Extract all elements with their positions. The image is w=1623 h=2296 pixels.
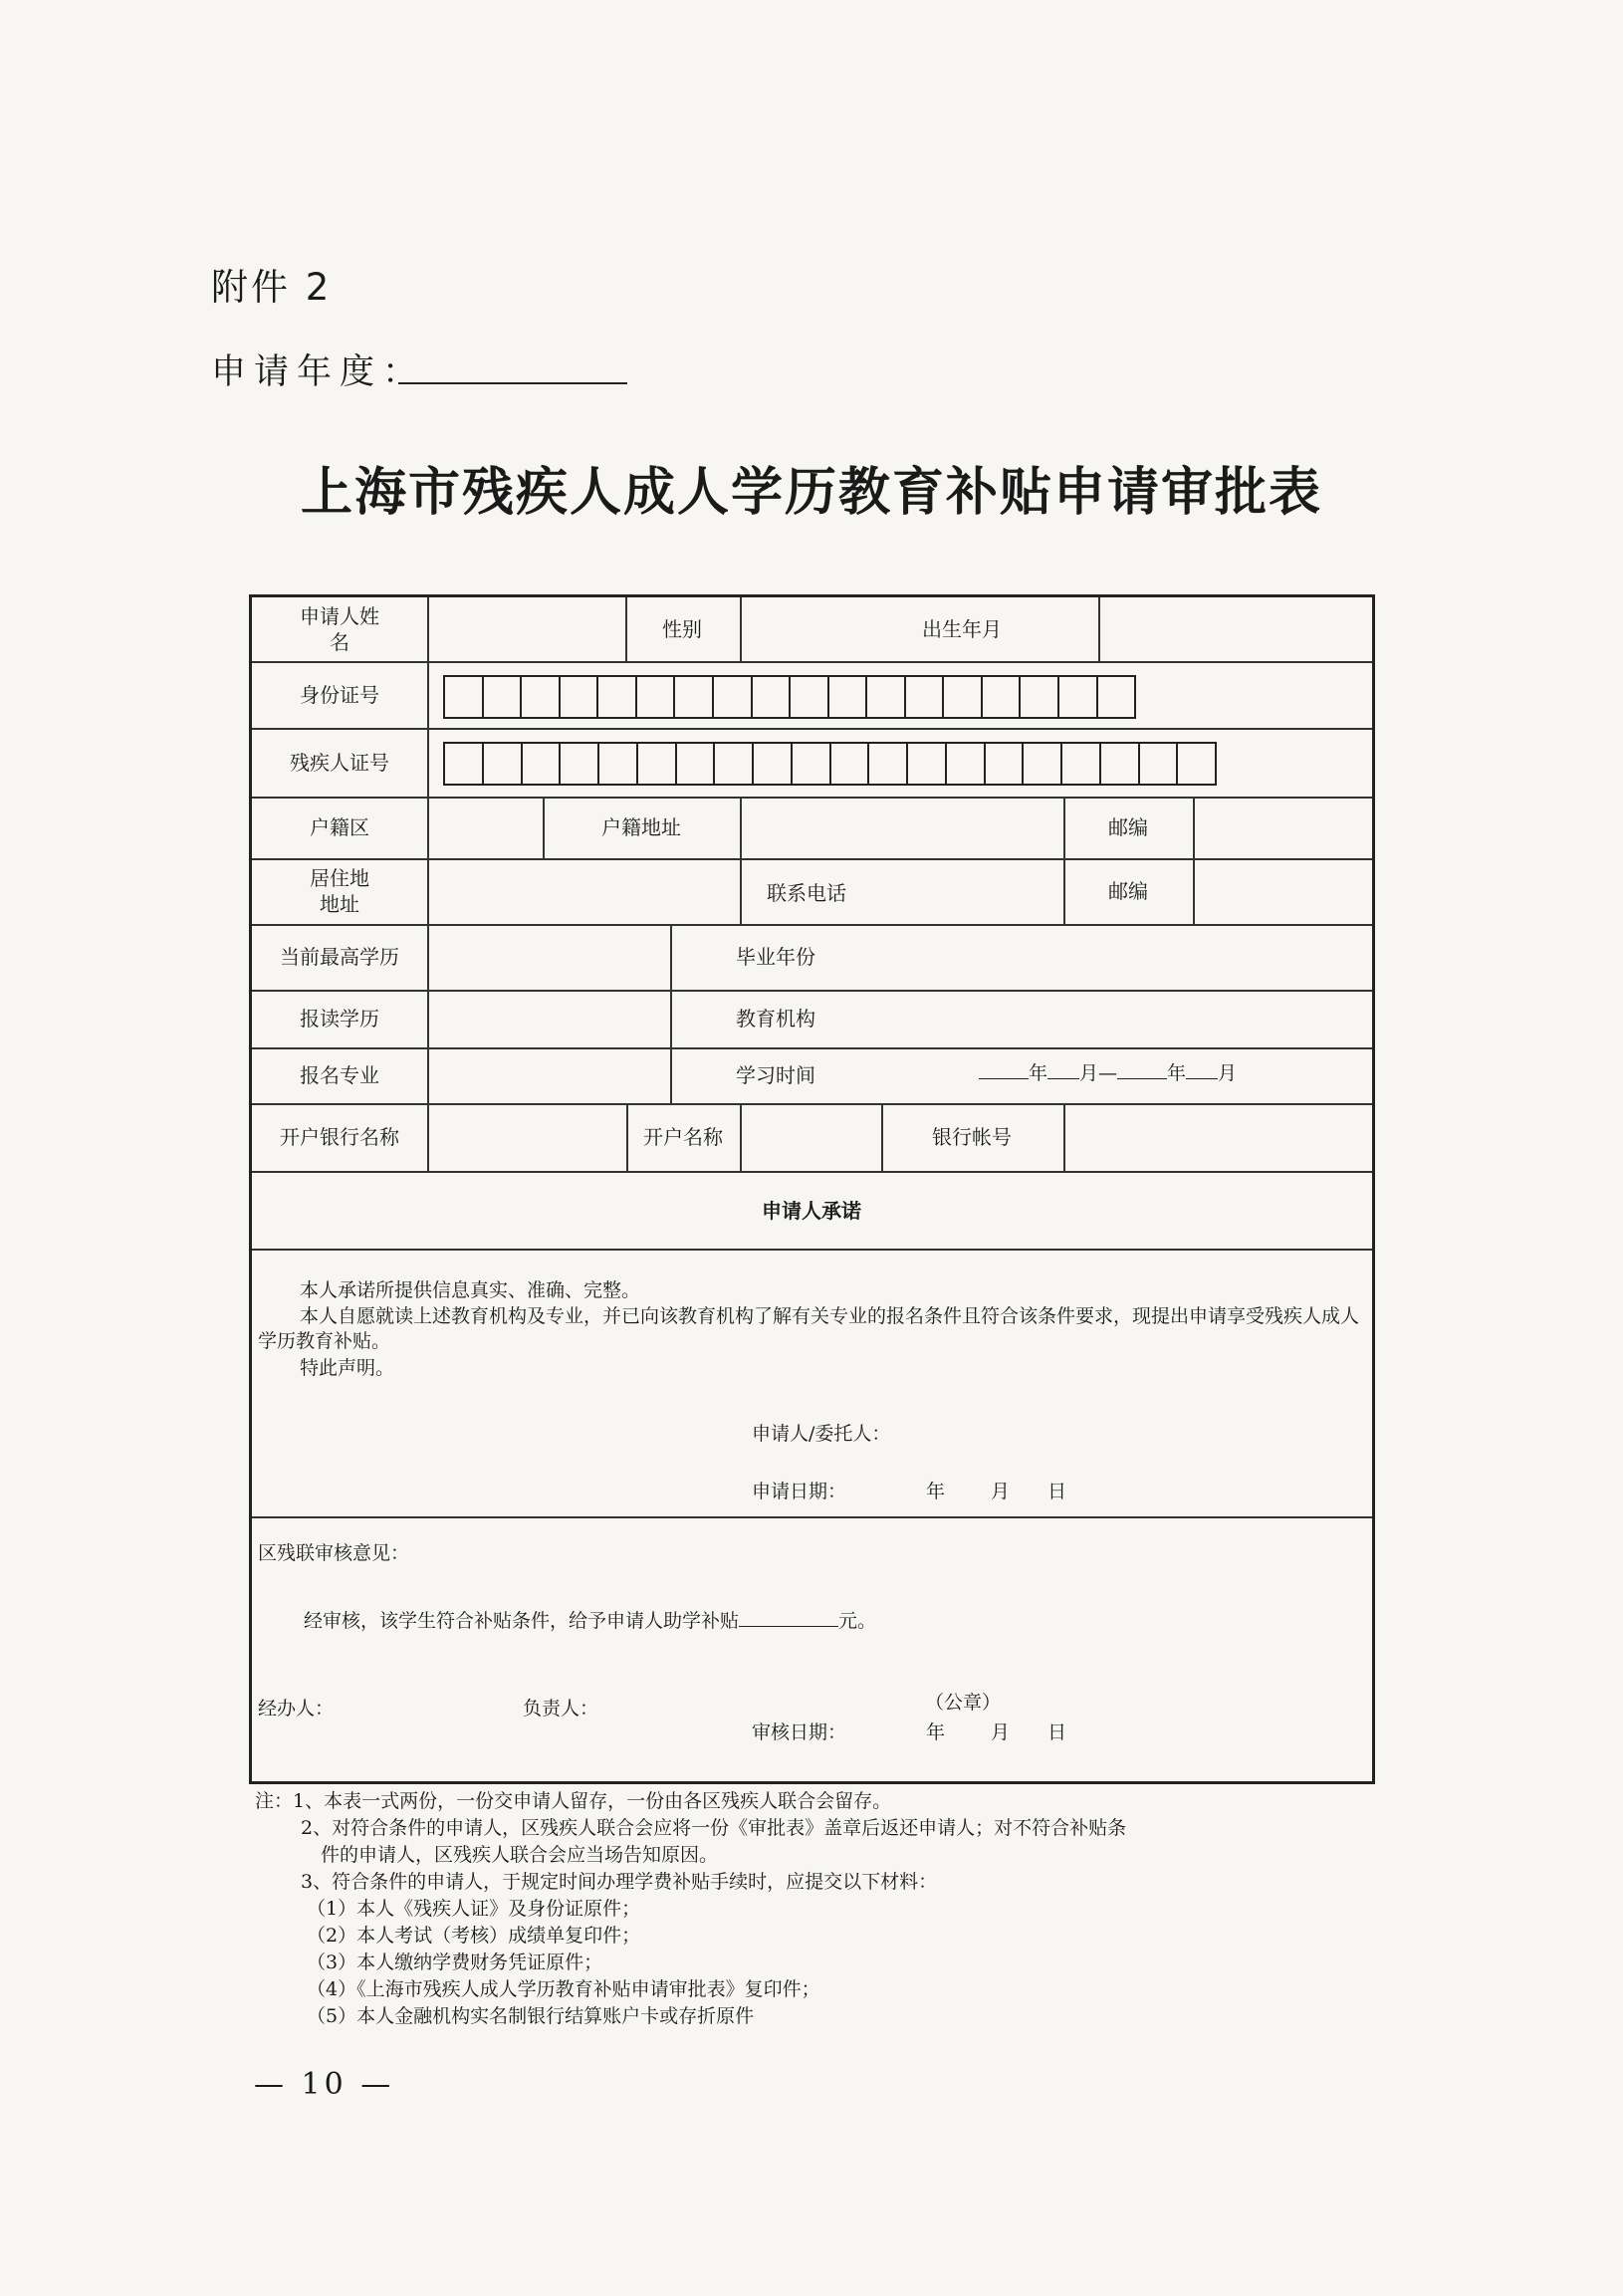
gender-label: 性别 <box>662 617 702 641</box>
notes <box>255 1788 1380 2030</box>
id-number-label: 身份证号 <box>300 683 379 707</box>
review-date: 审核日期： 年 月 日 <box>752 1722 1067 1743</box>
note-3-1: （1）本人《残疾人证》及身份证原件； <box>307 1898 641 1920</box>
commitment-line-2: 本人自愿就读上述教育机构及专业，并已向该教育机构了解有关专业的报名条件且符合该条件要求，现提出申请享受残疾人成人学历教育补贴。 <box>258 1305 1360 1352</box>
page-number: — 10 — <box>254 2067 395 2102</box>
disability-cert-boxes[interactable] <box>443 742 1217 786</box>
account-number-label: 银行帐号 <box>932 1125 1012 1149</box>
grad-year-label: 毕业年份 <box>736 945 815 969</box>
note-3-4: （4）《上海市残疾人成人学历教育补贴申请审批表》复印件； <box>307 1978 820 2000</box>
birth-label: 出生年月 <box>922 617 1002 641</box>
note-3: 3、符合条件的申请人，于规定时间办理学费补贴手续时，应提交以下材料： <box>301 1871 938 1893</box>
commitment-title: 申请人承诺 <box>762 1199 861 1223</box>
postcode-label: 邮编 <box>1108 815 1148 839</box>
note-3-5: （5）本人金融机构实名制银行结算账户卡或存折原件 <box>307 2005 755 2027</box>
household-district-label: 户籍区 <box>310 815 369 839</box>
bank-name-label: 开户银行名称 <box>280 1125 399 1149</box>
application-form <box>249 594 1375 1784</box>
institution-label: 教育机构 <box>736 1007 815 1031</box>
major-label: 报名专业 <box>300 1063 379 1087</box>
study-time-label: 学习时间 <box>736 1063 815 1087</box>
form-title: 上海市残疾人成人学历教育补贴申请审批表 <box>300 462 1322 523</box>
phone-label: 联系电话 <box>767 881 846 905</box>
attachment-label: 附件 2 <box>211 266 333 309</box>
application-year-label: 申请年度： <box>211 352 426 392</box>
applicant-signature-label: 申请人/委托人： <box>752 1423 891 1445</box>
target-edu-label: 报读学历 <box>300 1007 379 1031</box>
highest-edu-label: 当前最高学历 <box>280 945 399 969</box>
commitment-line-3: 特此声明。 <box>300 1357 395 1379</box>
note-2: 2、对符合条件的申请人，区残疾人联合会应将一份《审批表》盖章后返还申请人；对不符合补贴条 <box>301 1817 1127 1839</box>
residence-address-label: 居住地地址 <box>310 866 369 916</box>
application-year-field[interactable] <box>398 382 627 384</box>
note-2-cont: 件的申请人，区残疾人联合会应当场告知原因。 <box>321 1844 719 1866</box>
applicant-name-label: 申请人姓名 <box>300 604 379 654</box>
disability-cert-label: 残疾人证号 <box>290 751 389 775</box>
handler-label: 经办人： <box>258 1698 335 1720</box>
principal-label: 负责人： <box>523 1698 599 1720</box>
study-time-range[interactable]: 年 月— 年 月 <box>979 1061 1237 1086</box>
apply-date: 申请日期： 年 月 日 <box>752 1481 1067 1502</box>
household-address-label: 户籍地址 <box>601 815 681 839</box>
account-name-label: 开户名称 <box>643 1125 723 1149</box>
seal-label: （公章） <box>925 1692 1002 1714</box>
commitment-line-1: 本人承诺所提供信息真实、准确、完整。 <box>300 1279 641 1301</box>
postcode-label-2: 邮编 <box>1108 879 1148 903</box>
note-3-3: （3）本人缴纳学费财务凭证原件； <box>307 1952 603 1973</box>
review-title: 区残联审核意见： <box>258 1542 410 1564</box>
note-1: 注：1、本表一式两份，一份交申请人留存，一份由各区残疾人联合会留存。 <box>255 1790 892 1812</box>
id-number-boxes[interactable] <box>443 675 1136 719</box>
note-3-2: （2）本人考试（考核）成绩单复印件； <box>307 1925 641 1947</box>
review-text: 经审核，该学生符合补贴条件，给予申请人助学补贴 元。 <box>304 1610 877 1632</box>
